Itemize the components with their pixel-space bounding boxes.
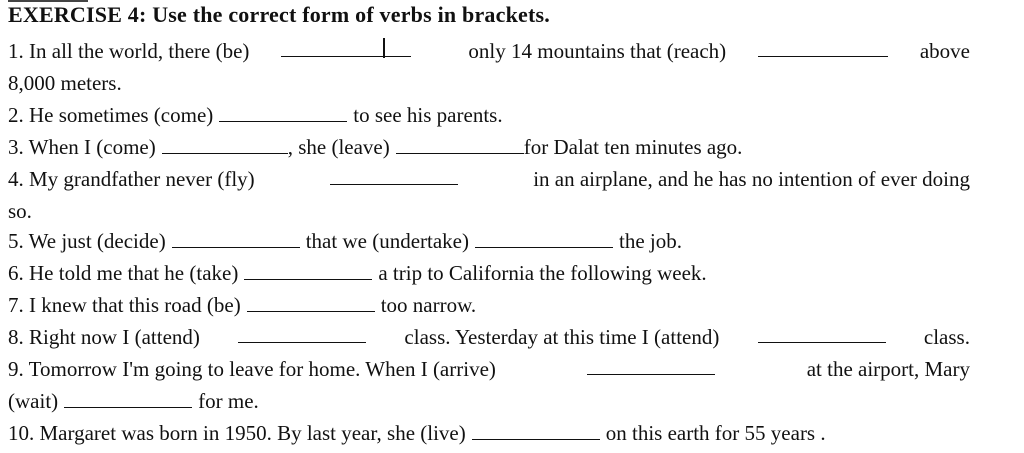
item-7-line (8, 292, 978, 318)
item-10-line (8, 420, 978, 446)
item-5-blank-1[interactable] (172, 229, 300, 248)
item-8-text-b: class. Yesterday at this time I (attend) (404, 325, 720, 349)
item-1-line-2 (8, 70, 978, 96)
item-1-blank-1[interactable] (281, 38, 411, 57)
item-8-text-a: 8. Right now I (attend) (8, 325, 200, 349)
item-9-text-b: at the airport, Mary (806, 357, 970, 381)
item-10-text-b: on this earth for 55 years . (605, 421, 826, 445)
item-1-line-1 (8, 38, 978, 64)
item-4-text-b: in an airplane, and he has no intention of ever doing (533, 167, 970, 191)
item-9-blank-1[interactable] (587, 356, 715, 375)
item-10-blank[interactable] (472, 421, 600, 440)
item-5-line (8, 228, 978, 254)
item-3-text-c: for Dalat ten minutes ago. (523, 135, 743, 159)
item-4-line-1 (8, 166, 978, 192)
item-9-line-1 (8, 356, 978, 382)
item-6-text-a: 6. He told me that he (take) (8, 261, 239, 285)
item-10-text-a: 10. Margaret was born in 1950. By last year, she (live) (8, 421, 466, 445)
item-7-blank[interactable] (247, 293, 375, 312)
item-6-blank[interactable] (244, 261, 372, 280)
item-2-text-a: 2. He sometimes (come) (8, 103, 214, 127)
item-9-text-a: 9. Tomorrow I'm going to leave for home. When I (arrive) (8, 357, 496, 381)
item-8-blank-1[interactable] (238, 324, 366, 343)
item-3-blank-2[interactable] (396, 135, 524, 154)
item-8-line (8, 324, 978, 350)
item-1-text-c: above (919, 39, 970, 63)
item-6-text-b: a trip to California the following week. (378, 261, 707, 285)
item-3-blank-1[interactable] (162, 135, 288, 154)
item-7-text-a: 7. I knew that this road (be) (8, 293, 241, 317)
item-3-text-b: , she (leave) (287, 135, 390, 159)
item-5-text-b: that we (undertake) (305, 229, 469, 253)
item-9-blank-2[interactable] (64, 389, 192, 408)
item-5-text-a: 5. We just (decide) (8, 229, 166, 253)
item-2-line (8, 102, 978, 128)
item-4-text-c: so. (8, 199, 32, 223)
item-3-text-a: 3. When I (come) (8, 135, 156, 159)
item-6-line (8, 260, 978, 286)
item-1-text-a: 1. In all the world, there (be) (8, 39, 250, 63)
item-9-line-2 (8, 388, 978, 414)
item-4-blank[interactable] (330, 166, 458, 185)
item-5-blank-2[interactable] (475, 229, 613, 248)
item-5-text-c: the job. (618, 229, 682, 253)
item-1-text-b: only 14 mountains that (reach) (468, 39, 727, 63)
item-4-text-a: 4. My grandfather never (fly) (8, 167, 255, 191)
item-8-text-c: class. (923, 325, 970, 349)
text-cursor (383, 38, 385, 58)
exercise-title: EXERCISE 4: Use the correct form of verbs in brackets. (8, 2, 550, 27)
item-7-text-b: too narrow. (380, 293, 477, 317)
item-2-blank[interactable] (219, 103, 347, 122)
item-4-line-2 (8, 198, 978, 224)
item-3-line (8, 134, 978, 160)
item-1-blank-2[interactable] (758, 38, 888, 57)
item-8-blank-2[interactable] (758, 324, 886, 343)
item-9-text-c: (wait) (8, 389, 59, 413)
item-9-text-d: for me. (198, 389, 259, 413)
item-2-text-b: to see his parents. (353, 103, 503, 127)
item-1-text-d: 8,000 meters. (8, 71, 122, 95)
